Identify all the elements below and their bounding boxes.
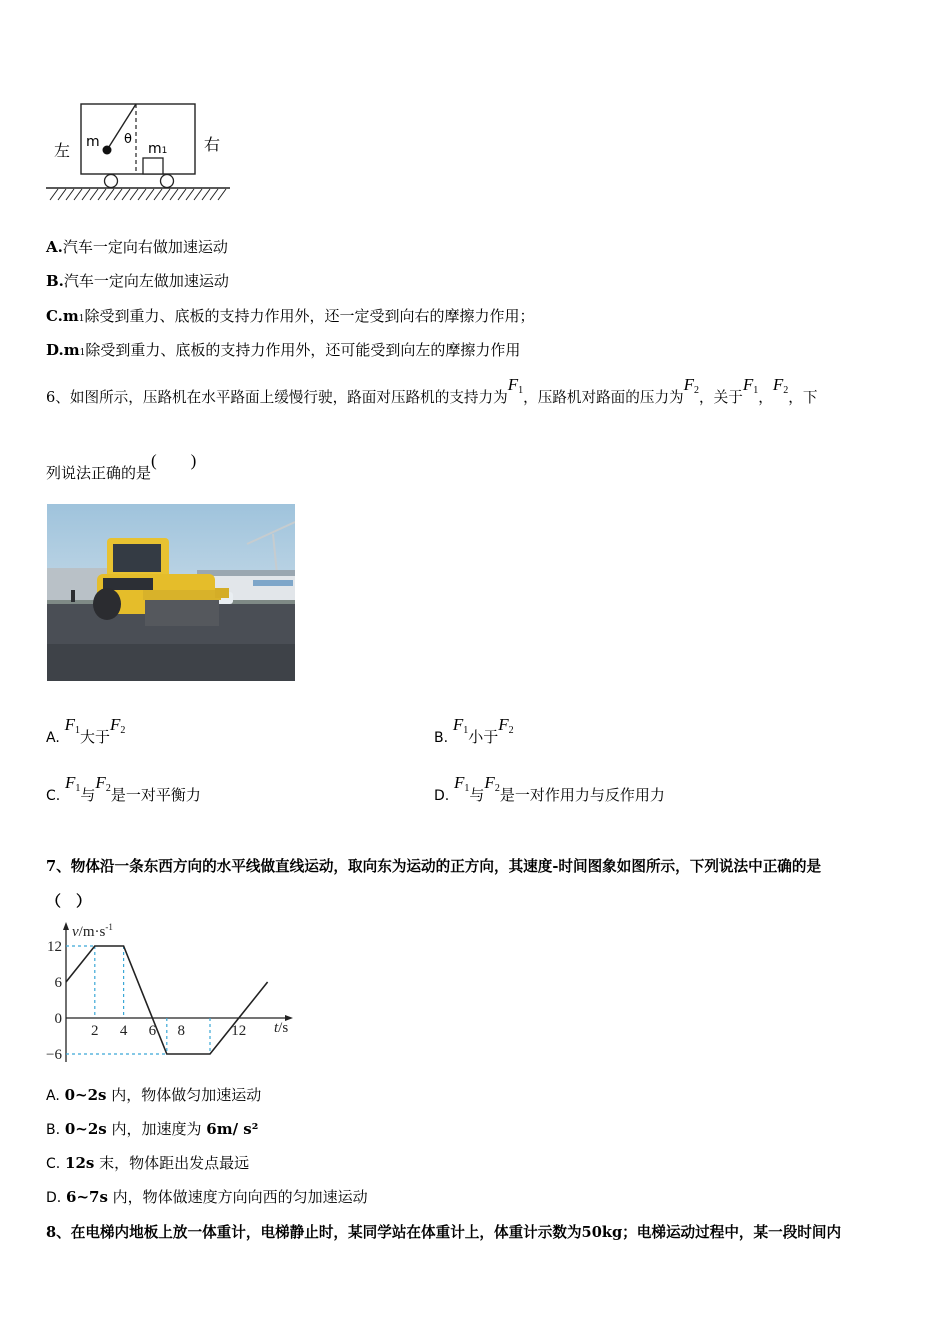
q5-option-c[interactable]: C.m1除受到重力、底板的支持力作用外，还一定受到向右的摩擦力作用； — [46, 307, 535, 325]
q6-option-c[interactable]: C. $F_1$与$F_2$是一对平衡力 — [46, 773, 201, 804]
q6-option-a[interactable]: A. $F_1$大于$F_2$ — [46, 715, 126, 746]
q6-stem-line2: 列说法正确的是( ) — [46, 451, 197, 482]
q5-option-d[interactable]: D.m1除受到重力、底板的支持力作用外，还可能受到向左的摩擦力作用 — [46, 341, 521, 359]
diagram-label-right: 右 — [204, 135, 221, 154]
left-wheel — [105, 175, 118, 188]
diagram-label-left: 左 — [54, 141, 71, 160]
q7-option-c[interactable]: C. 12s 末，物体距出发点最远 — [46, 1154, 250, 1172]
q5-option-b[interactable]: B.汽车一定向左做加速运动 — [46, 272, 229, 290]
x-axis-label: t/s — [274, 1020, 289, 1036]
diagram-label-m1: m1 — [148, 141, 168, 157]
velocity-time-chart — [44, 920, 304, 1070]
q6-option-d[interactable]: D. $F_1$与$F_2$是一对作用力与反作用力 — [434, 773, 665, 804]
answer-paren: ( ) — [151, 451, 197, 470]
diagram-label-m: m — [86, 134, 100, 150]
q7-option-d[interactable]: D. 6~7s 内，物体做速度方向向西的匀加速运动 — [46, 1188, 368, 1206]
x-tick-label-8: 8 — [177, 1023, 185, 1039]
x-tick-label-2: 2 — [91, 1023, 99, 1039]
diagram-label-theta: θ — [124, 132, 132, 147]
q8-stem: 8、在电梯内地板上放一体重计，电梯静止时，某同学站在体重计上，体重计示数为50kg；电梯运动过程中，某一段时间内 — [46, 1224, 842, 1241]
ground-hatching — [50, 189, 226, 200]
q6-stem-line1: 6、如图所示，压路机在水平路面上缓慢行驶，路面对压路机的支持力为$F_1$，压路机对路面的压力为$F_2$，关于$F_1$，$F_2$，下 — [46, 375, 818, 406]
y-axis-label: $v/m\cdot s^{-1}$ — [72, 922, 113, 940]
q7-option-b[interactable]: B. 0~2s 内，加速度为 6m/ s² — [46, 1120, 259, 1138]
q7-answer-paren: （ ） — [46, 892, 92, 910]
f1-symbol: $F_1$ — [507, 375, 524, 396]
y-tick-label: −6 — [46, 1047, 62, 1063]
road-roller-photo — [47, 504, 295, 681]
x-tick-label-12: 12 — [231, 1023, 247, 1039]
f2-symbol: $F_2$ — [683, 375, 700, 396]
pendulum-ball — [103, 146, 112, 155]
x-tick-label-6: 6 — [148, 1023, 157, 1039]
y-tick-label: 0 — [54, 1011, 62, 1027]
f2-symbol: $F_2$ — [772, 375, 789, 396]
y-tick-label: 12 — [47, 939, 62, 955]
q7-option-a[interactable]: A. 0~2s 内，物体做匀加速运动 — [46, 1086, 262, 1104]
x-tick-label-4: 4 — [119, 1023, 128, 1039]
block-m1 — [143, 158, 163, 174]
q6-option-b[interactable]: B. $F_1$小于$F_2$ — [434, 715, 514, 746]
y-tick-label: 6 — [54, 975, 62, 991]
q5-option-a[interactable]: A.汽车一定向右做加速运动 — [46, 238, 228, 256]
y-axis-arrow — [63, 922, 69, 930]
f1-symbol: $F_1$ — [742, 375, 759, 396]
right-wheel — [161, 175, 174, 188]
q7-stem: 7、物体沿一条东西方向的水平线做直线运动，取向东为运动的正方向，其速度-时间图象如图所示，下列说法中正确的是 — [46, 858, 822, 875]
